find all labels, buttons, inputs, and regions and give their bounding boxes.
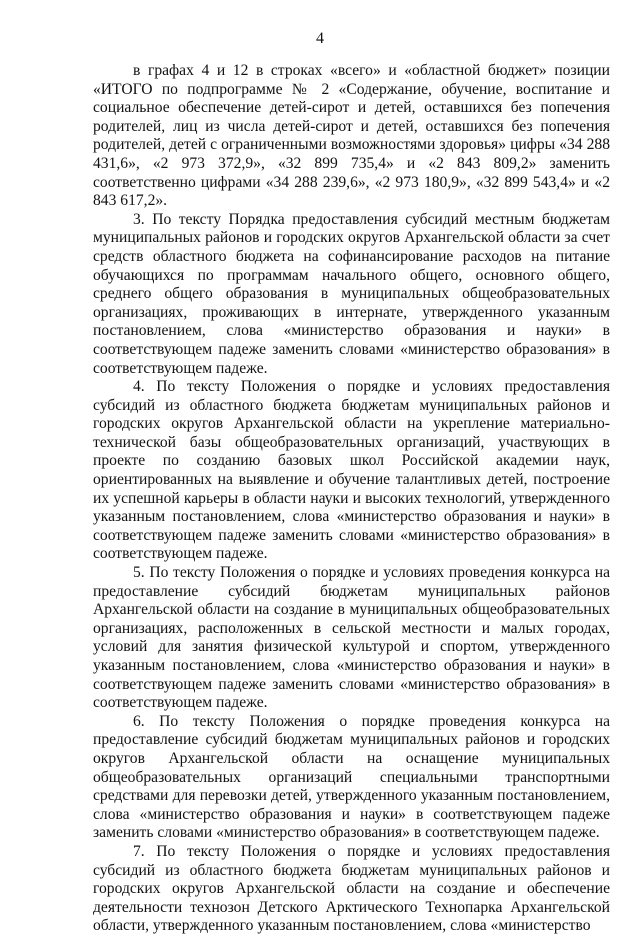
paragraph-item-6: 6. По тексту Положения о порядке проведения конкурса на предоставление субсидий бюджетам муниципальных районов и городских округов Архангельской области на оснащение муниципальных общеобразовательных организаций специальными транспортными средствами для перевозки детей, утвержденного указанным постановлением, слова «министерство образования и науки» в соответствующем падеже заменить словами «министерство образования» в соответствующем падеже. — [93, 712, 610, 842]
paragraph-continuation: в графах 4 и 12 в строках «всего» и «областной бюджет» позиции «ИТОГО по подпрограмме № 2 «Содержание, обучение, воспитание и социальное обеспечение детей-сирот и детей, оставшихся без попечения родителей, лиц из числа детей-сирот и детей, оставшихся без попечения родителей, детей с ограниченными возможностями здоровья» цифры «34 288 431,6», «2 973 372,9», «32 899 735,4» и «2 843 809,2» заменить соответственно цифрами «34 288 239,6», «2 973 180,9», «32 899 543,4» и «2 843 617,2». — [93, 62, 610, 210]
paragraph-item-7: 7. По тексту Положения о порядке и условиях предоставления субсидий из областного бюджета бюджетам муниципальных районов и городских округов Архангельской области на создание и обеспечение деятельности технозон Детского Арктического Технопарка Архангельской области, утвержденного указанным постановлением, слова «министерство — [93, 842, 610, 935]
document-body — [93, 62, 610, 936]
paragraph-item-3: 3. По тексту Порядка предоставления субсидий местным бюджетам муниципальных районов и городских округов Архангельской области за счет средств областного бюджета на софинансирование расходов на питание обучающихся по программам начального общего, основного общего, среднего общего образования в муниципальных общеобразовательных организациях, проживающих в интернате, утвержденного указанным постановлением, слова «министерство образования и науки» в соответствующем падеже заменить словами «министерство образования» в соответствующем падеже. — [93, 210, 610, 377]
paragraph-item-5: 5. По тексту Положения о порядке и условиях проведения конкурса на предоставление субсидий бюджетам муниципальных районов Архангельской области на создание в муниципальных общеобразовательных организациях, расположенных в сельской местности и малых городах, условий для занятия физической культурой и спортом, утвержденного указанным постановлением, слова «министерство образования и науки» в соответствующем падеже заменить словами «министерство образования» в соответствующем падеже. — [93, 564, 610, 712]
page-number: 4 — [316, 30, 324, 47]
paragraph-item-4: 4. По тексту Положения о порядке и условиях предоставления субсидий из областного бюджета бюджетам муниципальных районов и городских округов Архангельской области на укрепление материально-технической базы общеобразовательных организаций, участвующих в проекте по созданию базовых школ Российской академии наук, ориентированных на выявление и обучение талантливых детей, построение их успешной карьеры в области науки и высоких технологий, утвержденного указанным постановлением, слова «министерство образования и науки» в соответствующем падеже заменить словами «министерство образования» в соответствующем падеже. — [93, 378, 610, 563]
